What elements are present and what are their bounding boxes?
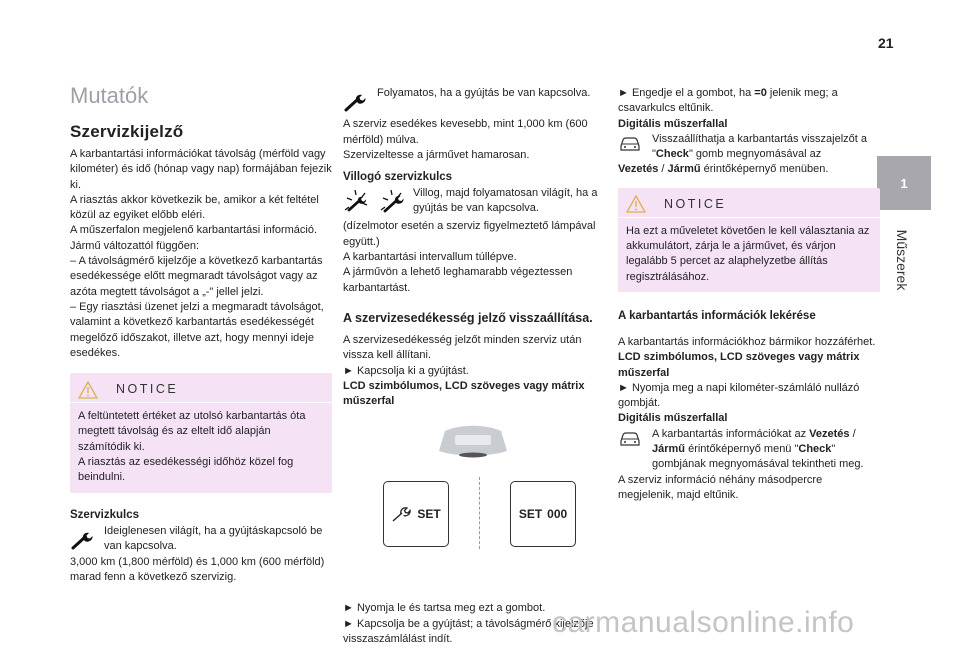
- warning-icon: [626, 195, 646, 213]
- paragraph: Szervizeltesse a járművet hamarosan.: [343, 148, 530, 161]
- heading-service-indicator: Szervizkijelző: [70, 122, 184, 141]
- notice-title: NOTICE: [116, 382, 179, 396]
- paragraph: ► Engedje el a gombot, ha =0 jelenik meg; a csavarkulcs eltűnik.: [618, 87, 838, 115]
- notice-box: [70, 373, 332, 492]
- paragraph: – A távolságmérő kijelzője a következő karbantartás esedékessége előtt megmaradt távolságot vagy az azóta megtett távolságot a „-" jellel jelzi.: [70, 255, 323, 298]
- notice-text: Ha ezt a műveletet követően le kell választania az akkumulátort, zárja le a járművet, és várjon legalább 5 percet az alaphelyzetbe állítás regisztrálásához.: [626, 224, 870, 283]
- paragraph: ► Kapcsolja be a gyújtást; a távolságmérő kijelzője visszaszámlálást indít.: [343, 617, 594, 646]
- paragraph: ► Kapcsolja ki a gyújtást.: [343, 364, 469, 377]
- paragraph: Vezetés / Jármű érintőképernyő menüben.: [618, 163, 829, 176]
- wrench-icon: [343, 92, 367, 112]
- set-label: SET: [417, 506, 441, 521]
- paragraph: A karbantartás információkhoz bármikor hozzáférhet.: [618, 335, 876, 348]
- notice-text: A riasztás az esedékességi időhöz közel fog beindulni.: [78, 456, 294, 484]
- blinking-wrench-icon: [343, 188, 409, 214]
- digital-row: [618, 132, 880, 163]
- paragraph: A karbantartás információkat az Vezetés / Jármű érintőképernyő menü "Check" gombjának megnyomásával tekintheti meg.: [652, 427, 864, 471]
- column-1: [70, 80, 332, 586]
- figure-panel-left: [383, 481, 449, 547]
- paragraph: A szervizesedékesség jelzőt minden szerviz után vissza kell állítani.: [343, 333, 582, 362]
- set-label: SET: [518, 506, 543, 521]
- column-3: [618, 86, 880, 503]
- paragraph: (dízelmotor esetén a szerviz figyelmeztető lámpával együtt.): [343, 220, 596, 248]
- paragraph: Ideiglenesen világít, ha a gyújtáskapcsoló be van kapcsolva.: [104, 524, 323, 552]
- page-number: 21: [878, 35, 894, 51]
- heading-maintenance-info: A karbantartás információk lekérése: [618, 309, 816, 322]
- bold-label: LCD szimbólumos, LCD szöveges vagy mátrix műszerfal: [343, 379, 585, 408]
- paragraph: A karbantartási információkat távolság (mérföld vagy kilométer) és idő (hónap vagy nap) formájában fejezik ki.: [70, 148, 332, 191]
- chapter-tab[interactable]: [877, 156, 931, 210]
- heading-service-key: Szervizkulcs: [70, 508, 140, 521]
- wrench-icon: [70, 530, 94, 550]
- continuous-row: [343, 86, 605, 117]
- notice-text: A feltüntetett értéket az utolsó karbantartás óta megtett távolság és az eltelt idő alapján számítódik ki.: [78, 410, 306, 453]
- notice-header: [70, 377, 332, 403]
- bold-label: Digitális műszerfallal: [618, 117, 728, 130]
- column-2: [343, 86, 605, 647]
- reset-figure: [355, 421, 575, 591]
- notice-box: [618, 188, 880, 292]
- bold-label: Digitális műszerfallal: [618, 412, 728, 425]
- service-key-row: [70, 524, 332, 555]
- paragraph: 3,000 km (1,800 mérföld) és 1,000 km (600 mérföld) marad fenn a következő szervizig.: [70, 555, 325, 584]
- paragraph: A műszerfalon megjelenő karbantartási információ. Jármű változattól függően:: [70, 224, 318, 252]
- paragraph: A járművön a lehető leghamarabb végeztessen karbantartást.: [343, 266, 573, 294]
- bold-label: LCD szimbólumos, LCD szöveges vagy mátrix műszerfal: [618, 351, 860, 379]
- paragraph: A karbantartási intervallum túllépve.: [343, 251, 517, 264]
- watermark: carmanualsonline.info: [552, 606, 855, 639]
- chapter-label: Műszerek: [894, 229, 910, 291]
- set-value: 000: [547, 506, 568, 521]
- paragraph: A szerviz információ néhány másodpercre megjelenik, majd eltűnik.: [618, 473, 823, 501]
- paragraph: ► Nyomja meg a napi kilométer-számláló nullázó gombját.: [618, 381, 860, 410]
- figure-panel-right: [510, 481, 576, 547]
- heading-reset: A szervizesedékesség jelző visszaállítása.: [343, 310, 593, 325]
- car-icon: [618, 136, 642, 152]
- paragraph: Villog, majd folyamatosan világít, ha a gyújtás be van kapcsolva.: [413, 187, 598, 215]
- digital2-row: [618, 427, 880, 473]
- blinking-row: [343, 186, 605, 219]
- paragraph: Visszaállíthatja a karbantartás visszajelzőt a "Check" gomb megnyomásával az: [652, 132, 868, 161]
- wrench-outline-icon: [391, 505, 411, 523]
- paragraph: Folyamatos, ha a gyújtás be van kapcsolva.: [377, 87, 591, 99]
- paragraph: A riasztás akkor következik be, amikor a két feltétel közül az egyiket előbb eléri.: [70, 193, 319, 222]
- chapter-number: 1: [900, 175, 908, 191]
- car-icon: [618, 431, 642, 447]
- instrument-cluster-icon: [435, 421, 511, 463]
- paragraph: ► Nyomja le és tartsa meg ezt a gombot.: [343, 602, 546, 615]
- section-title: Mutatók: [70, 83, 149, 108]
- notice-title: NOTICE: [664, 196, 727, 211]
- warning-icon: [78, 381, 98, 399]
- paragraph: A szerviz esedékes kevesebb, mint 1,000 km (600 mérföld) múlva.: [343, 118, 588, 146]
- heading-blinking-key: Villogó szervizkulcs: [343, 171, 453, 184]
- paragraph: – Egy riasztási üzenet jelzi a megmaradt távolságot, valamint a következő karbantartás esedékességét megelőző időszakot, illetve azt, hogy mennyi ideje esedékes.: [70, 300, 324, 359]
- figure-divider: [479, 477, 480, 549]
- notice-header: [618, 192, 880, 218]
